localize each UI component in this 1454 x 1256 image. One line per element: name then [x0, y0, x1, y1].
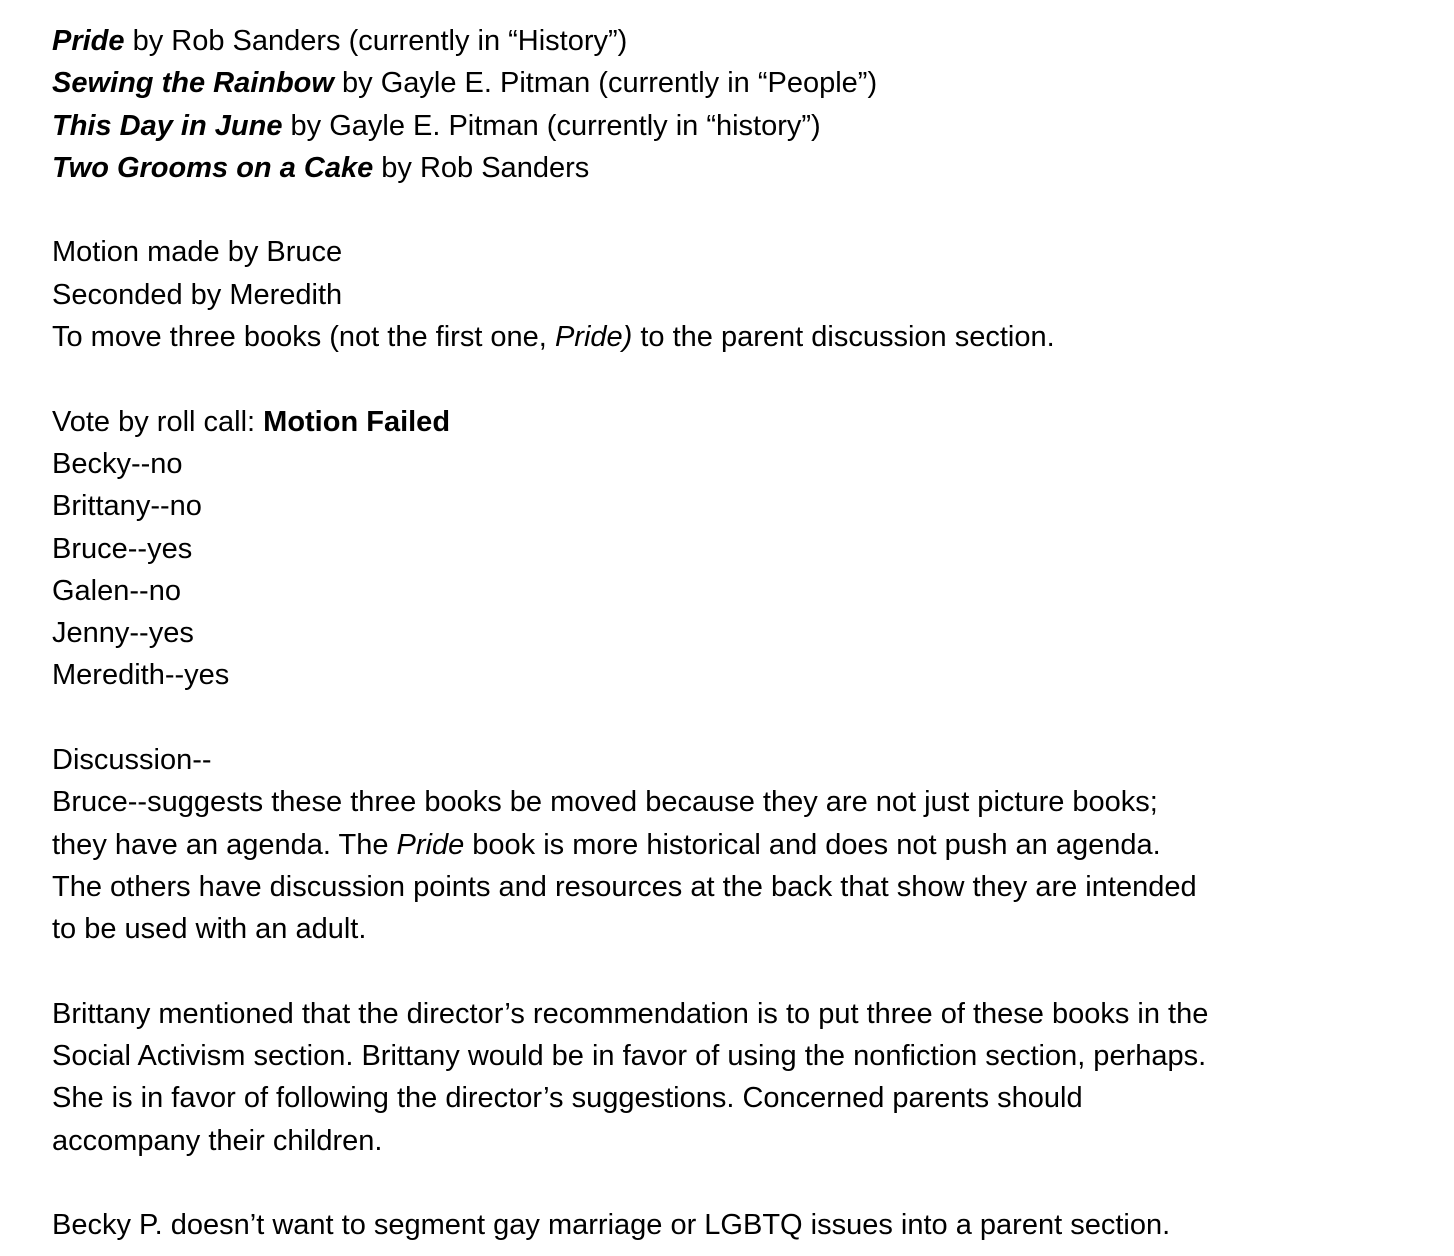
paragraph-gap: [52, 358, 1432, 400]
motion-text-italic: Pride): [554, 321, 633, 354]
becky-paragraph: [52, 1204, 1432, 1246]
vote-label: Vote by roll call:: [52, 405, 264, 438]
discussion-becky-line: Becky P. doesn’t want to segment gay marriage or LGBTQ issues into a parent section.: [52, 1209, 1171, 1242]
motion-text-before: To move three books (not the first one,: [52, 321, 555, 354]
book-list: [52, 20, 1432, 189]
motion-seconded-by: Seconded by Meredith: [52, 278, 343, 311]
paragraph-gap: [52, 189, 1432, 231]
book-details: by Gayle E. Pitman (currently in “People”): [333, 67, 878, 100]
book-item-sewing-the-rainbow: [52, 62, 1432, 104]
book-title: Pride: [52, 25, 125, 57]
book-item-pride: [52, 20, 1432, 62]
discussion-brittany-line: She is in favor of following the director’s suggestions. Concerned parents should: [52, 1082, 1083, 1115]
roll-call-item: Becky--no: [52, 447, 183, 480]
roll-call-item: Galen--no: [52, 574, 181, 607]
paragraph-gap: [52, 951, 1432, 993]
roll-call-item: Meredith--yes: [52, 659, 230, 692]
book-details: by Gayle E. Pitman (currently in “history”): [282, 109, 821, 142]
discussion-brittany-line: Brittany mentioned that the director’s recommendation is to put three of these books in the: [52, 997, 1209, 1030]
discussion-text: they have an agenda. The: [52, 828, 397, 861]
discussion-bruce-line: The others have discussion points and resources at the back that show they are intended: [52, 870, 1197, 903]
vote-heading: [52, 401, 1432, 443]
paragraph-gap: [52, 1162, 1432, 1204]
document-body: [52, 20, 1432, 1247]
vote-block: [52, 401, 1432, 697]
roll-call-item: Bruce--yes: [52, 532, 193, 565]
discussion-brittany-line: Social Activism section. Brittany would be in favor of using the nonfiction section, perhaps.: [52, 1040, 1207, 1073]
discussion-bruce-line: [52, 824, 1432, 866]
discussion-bruce-line: Bruce--suggests these three books be moved because they are not just picture books;: [52, 786, 1158, 819]
book-item-this-day-in-june: [52, 105, 1432, 147]
discussion-block: [52, 739, 1432, 950]
discussion-heading: Discussion--: [52, 744, 212, 777]
motion-block: [52, 231, 1432, 358]
motion-text: [52, 316, 1432, 358]
book-item-two-grooms-on-a-cake: [52, 147, 1432, 189]
roll-call-item: Jenny--yes: [52, 617, 194, 650]
discussion-bruce-line: to be used with an adult.: [52, 913, 367, 946]
vote-result: Motion Failed: [263, 405, 451, 438]
discussion-brittany-line: accompany their children.: [52, 1124, 383, 1157]
book-title: This Day in June: [52, 109, 283, 142]
paragraph-gap: [52, 697, 1432, 739]
book-details: by Rob Sanders: [373, 151, 590, 184]
book-title: Sewing the Rainbow: [52, 67, 334, 100]
book-title: Two Grooms on a Cake: [52, 151, 374, 184]
roll-call-item: Brittany--no: [52, 490, 202, 523]
discussion-text: book is more historical and does not push an agenda.: [464, 828, 1161, 861]
book-title-italic: Pride: [396, 828, 465, 861]
motion-made-by: Motion made by Bruce: [52, 236, 343, 269]
book-details: by Rob Sanders (currently in “History”): [124, 25, 628, 57]
motion-text-after: to the parent discussion section.: [632, 321, 1055, 354]
brittany-paragraph: [52, 993, 1432, 1162]
